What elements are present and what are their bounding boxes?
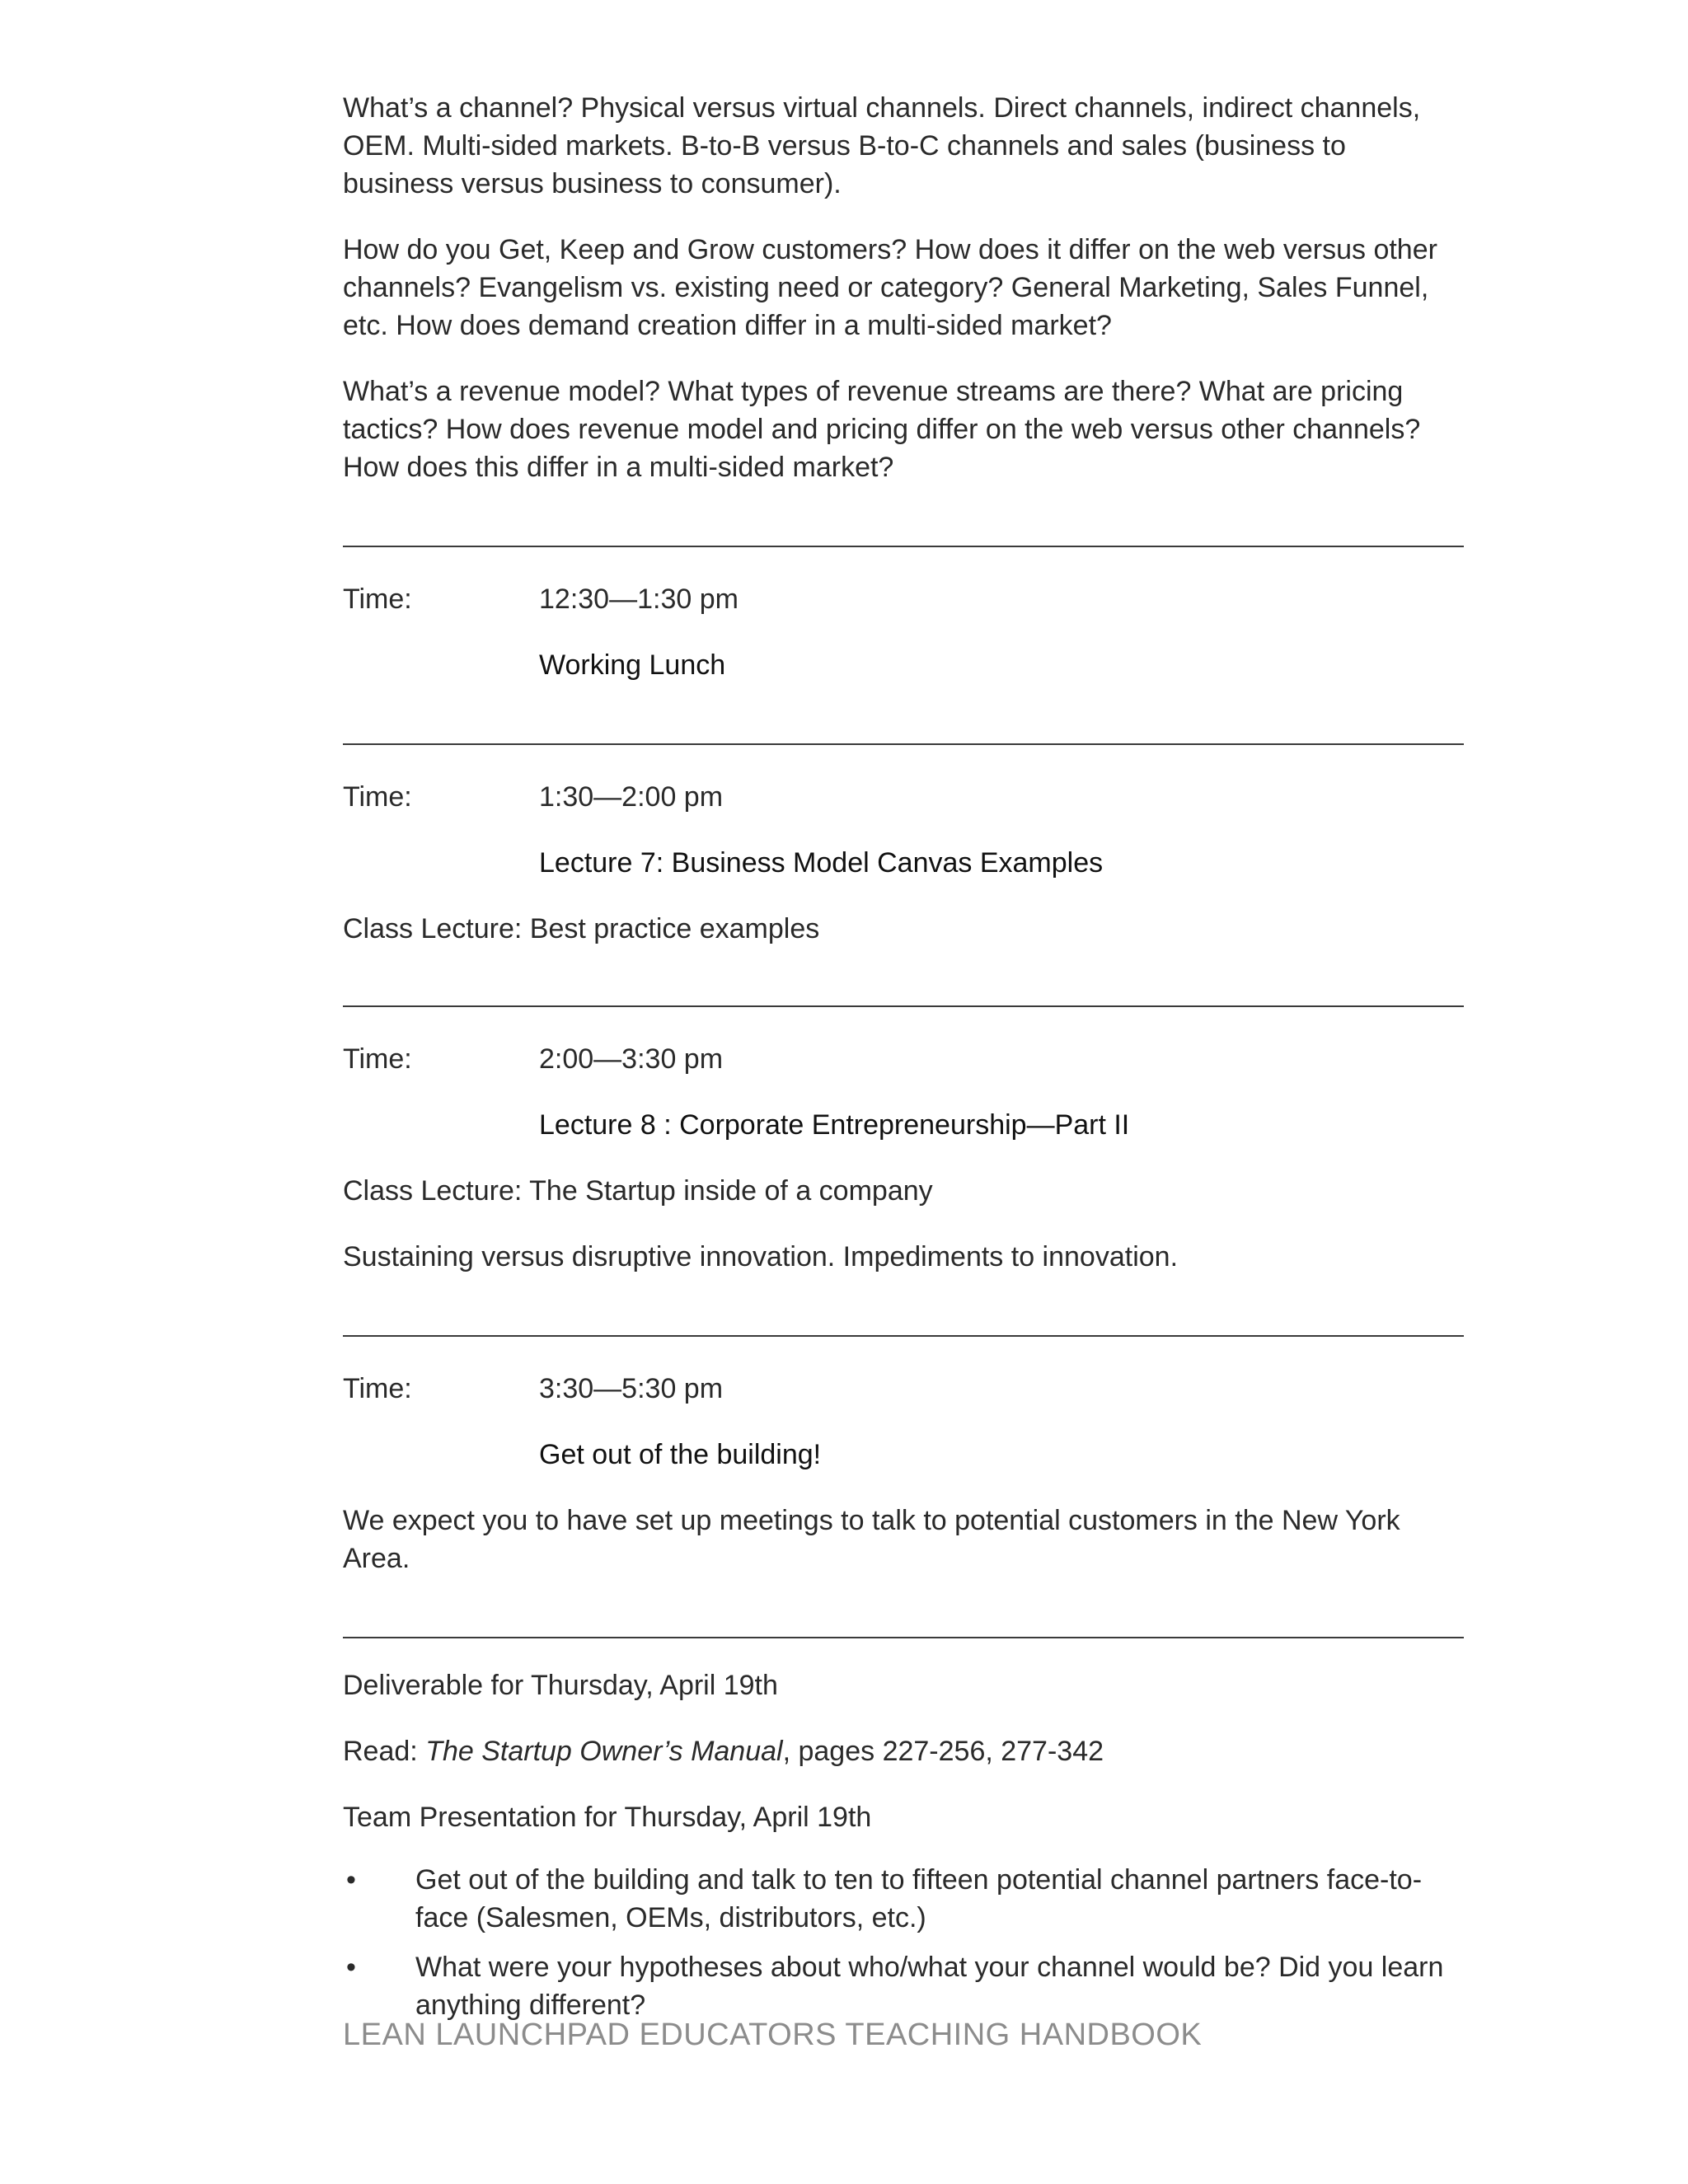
list-item-text: What were your hypotheses about who/what your channel would be? Did you learn anything different?	[415, 1952, 1444, 2021]
session-title: Get out of the building!	[539, 1439, 822, 1470]
session-description: We expect you to have set up meetings to talk to potential customers in the New York Area.	[343, 1505, 1400, 1574]
session-description: Class Lecture: Best practice examples	[343, 913, 820, 944]
page-content	[343, 89, 1464, 2024]
read-prefix: Read:	[343, 1736, 426, 1767]
deliverable-heading: Deliverable for Thursday, April 19th	[343, 1670, 778, 1701]
session-title: Lecture 7: Business Model Canvas Examples	[539, 847, 1104, 879]
book-title: The Startup Owner’s Manual	[425, 1736, 783, 1767]
session-time-row	[343, 778, 1464, 816]
list-item	[343, 1948, 1464, 2024]
intro-paragraph-revenue: What’s a revenue model? What types of revenue streams are there? What are pricing tactics? How does revenue model and pricing differ on the web versus other channels? How does this differ in a multi-sided market?	[343, 376, 1421, 483]
presentation-heading: Team Presentation for Thursday, April 19th	[343, 1802, 872, 1833]
deliverable-bullet-list	[343, 1861, 1464, 2024]
section-divider	[343, 1637, 1464, 1638]
session-time-row	[343, 580, 1464, 618]
section-divider	[343, 546, 1464, 547]
session-description: Sustaining versus disruptive innovation. Impediments to innovation.	[343, 1241, 1179, 1272]
session-time: 1:30—2:00 pm	[539, 781, 724, 813]
session-title: Working Lunch	[539, 649, 726, 681]
list-item-text: Get out of the building and talk to ten to fifteen potential channel partners face-to-face (Salesmen, OEMs, distributors, etc.)	[415, 1864, 1423, 1933]
list-item	[343, 1861, 1464, 1937]
session-time: 3:30—5:30 pm	[539, 1373, 724, 1404]
session-description: Class Lecture: The Startup inside of a company	[343, 1175, 933, 1207]
time-label: Time:	[343, 1043, 412, 1075]
reading-assignment	[343, 1732, 1464, 1770]
intro-paragraph-channels: What’s a channel? Physical versus virtual channels. Direct channels, indirect channels, OEM. Multi-sided markets. B-to-B versus B-to-C channels and sales (business to business versus business to consumer).	[343, 92, 1421, 199]
read-pages: , pages 227-256, 277-342	[782, 1736, 1104, 1767]
time-label: Time:	[343, 1373, 412, 1404]
time-label: Time:	[343, 781, 412, 813]
session-title: Lecture 8 : Corporate Entrepreneurship—Part II	[539, 1109, 1130, 1141]
section-divider	[343, 743, 1464, 745]
bullet-icon: •	[346, 1952, 356, 1983]
session-time-row	[343, 1370, 1464, 1408]
intro-paragraph-customers: How do you Get, Keep and Grow customers? How does it differ on the web versus other channels? Evangelism vs. existing need or category? General Marketing, Sales Funnel, etc. How does demand creation differ in a multi-sided market?	[343, 234, 1437, 341]
page-footer: LEAN LAUNCHPAD EDUCATORS TEACHING HANDBOOK	[343, 2018, 1203, 2052]
time-label: Time:	[343, 583, 412, 615]
session-time: 12:30—1:30 pm	[539, 583, 738, 615]
session-time-row	[343, 1040, 1464, 1078]
bullet-icon: •	[346, 1864, 356, 1896]
section-divider	[343, 1335, 1464, 1337]
section-divider	[343, 1005, 1464, 1007]
session-time: 2:00—3:30 pm	[539, 1043, 724, 1075]
